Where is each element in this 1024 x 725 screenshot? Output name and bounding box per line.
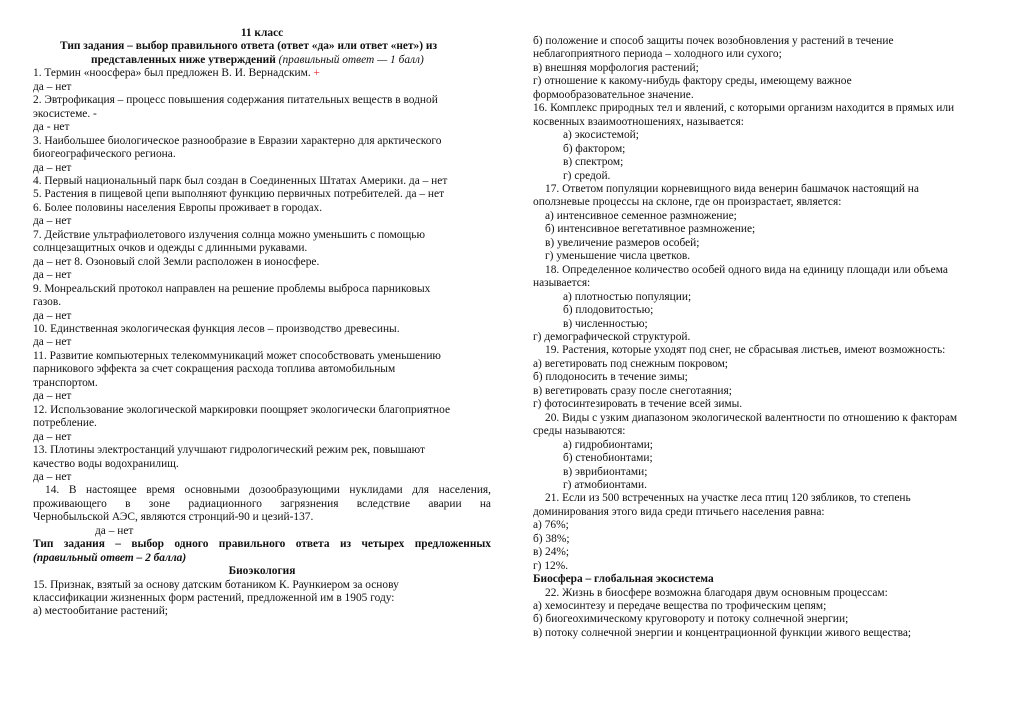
scoring-note: (правильный ответ – 2 балла) bbox=[33, 551, 187, 564]
answer-options: да – нет bbox=[33, 430, 72, 443]
question-4: 4. Первый национальный парк был создан в Соединенных Штатах Америки. да – нет bbox=[33, 174, 448, 187]
answer-options: да – нет bbox=[33, 390, 72, 403]
answer-option: в) эврибионтами; bbox=[563, 465, 648, 478]
answer-option: б) стенобионтами; bbox=[563, 452, 653, 465]
answer-options: да – нет bbox=[33, 336, 72, 349]
question-18-cont: называется: bbox=[533, 277, 591, 290]
question-18: 18. Определенное количество особей одного вида на единицу площади или объема bbox=[545, 263, 948, 276]
answer-option: б) 38%; bbox=[533, 532, 570, 545]
task-type-heading-1: Тип задания – выбор правильного ответа (ответ «да» или ответ «нет») из bbox=[60, 40, 438, 53]
question-2: 2. Эвтрофикация – процесс повышения содержания питательных веществ в водной bbox=[33, 94, 438, 107]
answer-option: б) интенсивное вегетативное размножение; bbox=[545, 223, 756, 236]
answer-option: в) 24%; bbox=[533, 546, 570, 559]
task-type-heading-1-cont: представленных ниже утверждений (правильный ответ — 1 балл) bbox=[91, 53, 424, 66]
answer-option: г) средой. bbox=[563, 169, 611, 182]
answer-option: в) увеличение размеров особей; bbox=[545, 236, 700, 249]
question-15: 15. Признак, взятый за основу датским ботаником К. Раункиером за основу bbox=[33, 578, 399, 591]
question-20-cont: среды называются: bbox=[533, 425, 626, 438]
question-9-cont: газов. bbox=[33, 296, 62, 309]
answer-option: а) хемосинтезу и передаче вещества по трофическим цепям; bbox=[533, 600, 827, 613]
answer-option: б) плодовитостью; bbox=[563, 304, 654, 317]
scoring-note: (правильный ответ — 1 балл) bbox=[278, 53, 424, 66]
question-8: да – нет 8. Озоновый слой Земли расположен в ионосфере. bbox=[33, 255, 320, 268]
question-7-cont: солнцезащитных очков и одежды с длинными рукавами. bbox=[33, 242, 308, 255]
answer-option: а) вегетировать под снежным покровом; bbox=[533, 357, 728, 370]
answer-option: б) фактором; bbox=[563, 142, 626, 155]
answer-option: в) вегетировать сразу после снеготаяния; bbox=[533, 384, 732, 397]
answer-option: г) 12%. bbox=[533, 559, 569, 572]
left-column bbox=[33, 27, 491, 619]
question-19: 19. Растения, которые уходят под снег, не сбрасывая листьев, имеют возможность: bbox=[545, 344, 946, 357]
question-13: 13. Плотины электростанций улучшают гидрологический режим рек, повышают bbox=[33, 444, 425, 457]
answer-option-cont: формообразовательное значение. bbox=[533, 88, 694, 101]
answer-option: а) экосистемой; bbox=[563, 129, 639, 142]
question-17: 17. Ответом популяции корневищного вида венерин башмачок настоящий на bbox=[545, 182, 919, 195]
question-22: 22. Жизнь в биосфере возможна благодаря двум основным процессам: bbox=[545, 586, 888, 599]
grade-heading: 11 класс bbox=[240, 27, 284, 39]
question-7: 7. Действие ультрафиолетового излучения солнца можно уменьшить с помощью bbox=[33, 228, 425, 241]
question-21: 21. Если из 500 встреченных на участке леса птиц 120 зябликов, то степень bbox=[545, 492, 911, 505]
question-6: 6. Более половины населения Европы проживает в городах. bbox=[33, 201, 323, 214]
answer-options: да – нет bbox=[33, 309, 72, 322]
task-type-heading-2-cont bbox=[33, 552, 491, 565]
answer-option: б) биогеохимическому круговороту и потоку солнечной энергии; bbox=[533, 613, 849, 626]
question-16: 16. Комплекс природных тел и явлений, с которыми организм находится в прямых или bbox=[533, 102, 955, 115]
answer-options: да – нет bbox=[33, 161, 72, 174]
question-21-cont: доминирования этого вида среди птичьего населения равна: bbox=[533, 505, 825, 518]
answer-options: да – нет bbox=[33, 215, 72, 228]
answer-option: в) потоку солнечной энергии и концентрационной функции живого вещества; bbox=[533, 626, 912, 639]
answer-option: г) уменьшение числа цветков. bbox=[545, 250, 691, 263]
answer-options: да – нет bbox=[33, 470, 72, 483]
question-11-cont: парникового эффекта за счет сокращения расхода топлива автомобильным bbox=[33, 363, 396, 376]
answer-option: в) внешняя морфология растений; bbox=[533, 61, 699, 74]
question-5: 5. Растения в пищевой цепи выполняют функцию первичных потребителей. да – нет bbox=[33, 188, 445, 201]
answer-options: да – нет bbox=[95, 524, 134, 537]
task-type-heading-2: Тип задания – выбор одного правильного ответа из четырех предложенных bbox=[33, 538, 491, 551]
question-3-cont: биогеографического региона. bbox=[33, 148, 176, 161]
question-13-cont: качество воды водохранилищ. bbox=[33, 457, 179, 470]
answer-option: г) отношение к какому-нибудь фактору среды, имеющему важное bbox=[533, 75, 852, 88]
answer-option: б) плодоносить в течение зимы; bbox=[533, 371, 688, 384]
section-title-bioecology: Биоэкология bbox=[228, 565, 296, 578]
question-9: 9. Монреальский протокол направлен на решение проблемы выброса парниковых bbox=[33, 282, 431, 295]
answer-option: а) 76%; bbox=[533, 519, 569, 532]
question-14: 14. В настоящее время основными дозообразующими нуклидами для населения, bbox=[45, 484, 491, 497]
right-column bbox=[533, 35, 993, 640]
answer-option-cont: неблагоприятного периода – холодного или сухого; bbox=[533, 48, 782, 61]
question-11-cont: транспортом. bbox=[33, 376, 98, 389]
answer-option: а) местообитание растений; bbox=[33, 605, 168, 618]
answer-mark: + bbox=[313, 67, 320, 80]
question-10: 10. Единственная экологическая функция лесов – производство древесины. bbox=[33, 322, 400, 335]
answer-options: да – нет bbox=[33, 80, 72, 93]
question-17-cont: оползневые процессы на склоне, где он произрастает, является: bbox=[533, 196, 842, 209]
answer-option: а) плотностью популяции; bbox=[563, 290, 692, 303]
answer-option: в) численностью; bbox=[563, 317, 648, 330]
question-1: 1. Термин «ноосфера» был предложен В. И. Вернадским. + bbox=[33, 67, 320, 80]
answer-option: г) фотосинтезировать в течение всей зимы. bbox=[533, 398, 743, 411]
question-14-cont: Чернобыльской АЭС, являются стронций-90 и цезий-137. bbox=[33, 511, 314, 524]
question-16-cont: косвенных взаимоотношениях, называется: bbox=[533, 115, 744, 128]
answer-option: г) атмобионтами. bbox=[563, 478, 647, 491]
question-11: 11. Развитие компьютерных телекоммуникаций может способствовать уменьшению bbox=[33, 349, 441, 362]
question-12: 12. Использование экологической маркировки поощряет экологически благоприятное bbox=[33, 403, 451, 416]
question-14-cont: проживающего в зоне радиационного загрязнения вследствие аварии на bbox=[33, 497, 491, 510]
question-20: 20. Виды с узким диапазоном экологической валентности по отношению к факторам bbox=[545, 411, 958, 424]
answer-option: г) демографической структурой. bbox=[533, 330, 691, 343]
question-15-cont: классификации жизненных форм растений, предложенной им в 1905 году: bbox=[33, 592, 395, 605]
question-3: 3. Наибольшее биологическое разнообразие в Евразии характерно для арктического bbox=[33, 134, 442, 147]
answer-option: а) гидробионтами; bbox=[563, 438, 653, 451]
answer-options: да – нет bbox=[33, 269, 72, 282]
answer-option: б) положение и способ защиты почек возобновления у растений в течение bbox=[533, 35, 894, 47]
question-2-cont: экосистеме. - bbox=[33, 107, 97, 120]
answer-options: да - нет bbox=[33, 121, 70, 134]
answer-option: а) интенсивное семенное размножение; bbox=[545, 209, 737, 222]
section-title-biosphere: Биосфера – глобальная экосистема bbox=[533, 573, 714, 586]
question-12-cont: потребление. bbox=[33, 417, 97, 430]
answer-option: в) спектром; bbox=[563, 156, 624, 169]
